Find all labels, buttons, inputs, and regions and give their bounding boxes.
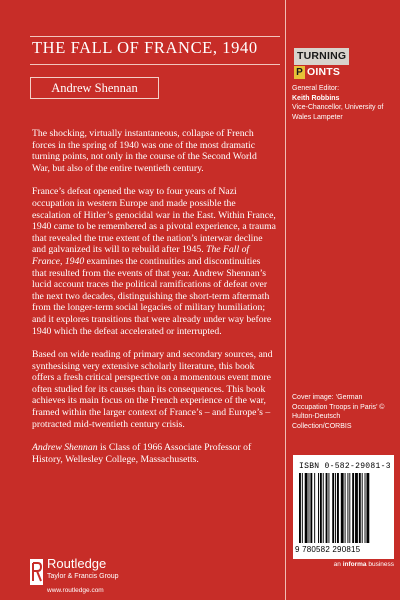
turning-points-logo: [294, 48, 362, 82]
barcode-graphic: [299, 473, 389, 543]
bio-text: is Class of 1966 Associate Professor of History, Wellesley College, Massachusetts.: [32, 442, 252, 465]
informa-brand: informa: [342, 561, 367, 568]
blurb: [32, 128, 276, 477]
informa-suffix: business: [368, 561, 394, 568]
book-title: THE FALL OF FRANCE, 1940: [32, 38, 258, 57]
publisher-url[interactable]: www.routledge.com: [47, 587, 104, 594]
editor-name: Keith Robbins: [292, 94, 340, 102]
isbn-text: ISBN 0-582-29081-3: [299, 462, 391, 471]
vertical-divider: [285, 0, 286, 600]
barcode-panel: [293, 455, 394, 559]
title-rule-top: [30, 36, 280, 37]
logo-rest: OINTS: [307, 66, 341, 78]
informa-prefix: an: [333, 561, 341, 568]
blurb-p2-title: The Fall of France, 1940: [32, 244, 250, 267]
logo-line-points: [294, 65, 340, 80]
bio-author-name: Andrew Shennan: [32, 442, 98, 454]
blurb-p2-start: France’s defeat opened the way to four years of Nazi occupation in western Europe and made possible the escalation of Hitler’s genocidal war in the East. Within France, 1940 came to be remembered as a pivotal experience, a trauma that revealed the true extent of the nation’s interwar decline and galvanized its will to rebuild after 1945.: [32, 186, 276, 256]
title-rule-bottom: [30, 64, 280, 65]
publisher-block: [30, 555, 160, 595]
logo-line-turning: TURNING: [294, 48, 349, 65]
barcode-digits: 9 780582 290815: [295, 545, 361, 554]
author-bio: [32, 442, 276, 465]
blurb-paragraph-1: The shocking, virtually instantaneous, collapse of French forces in the spring of 1940 was one of the most dramatic turning points, not only in the course of the Second World War, but also of the entire twentieth century.: [32, 128, 257, 174]
logo-initial: P: [294, 66, 305, 79]
routledge-logo-icon: [30, 559, 43, 585]
blurb-paragraph-3: Based on wide reading of primary and secondary sources, and synthesising very extensive scholarly literature, this book offers a fresh critical perspective on a momentous event more often studied for its causes than its consequences. This book achieves its main focus on the French experience of the war, framed within the larger context of France’s – and Europe’s – protracted mid-twentieth century crisis.: [32, 349, 273, 430]
blurb-paragraph-2: [32, 186, 276, 337]
editor-title: Vice-Chancellor, University of Wales Lampeter: [292, 104, 384, 121]
cover-image-credit: Cover image: ‘German Occupation Troops in Paris’ © Hulton-Deutsch Collection/CORBIS: [292, 394, 385, 430]
author-box: Andrew Shennan: [30, 77, 159, 99]
series-editor: [292, 84, 392, 122]
blurb-p2-end: examines the continuities and discontinuities that resulted from the events of that year. Andrew Shennan’s lucid account traces the political ramifications of defeat over the next two decades, distinguishing the short-term aftermath from the longer-term social legacies of military humiliation; and it explores transitions that were already under way before 1940 which the defeat accelerated or interrupted.: [32, 255, 272, 337]
editor-label: General Editor:: [292, 85, 340, 92]
publisher-name: Routledge: [47, 556, 107, 571]
informa-business-tag: [293, 560, 394, 570]
publisher-group: Taylor & Francis Group: [47, 573, 119, 580]
